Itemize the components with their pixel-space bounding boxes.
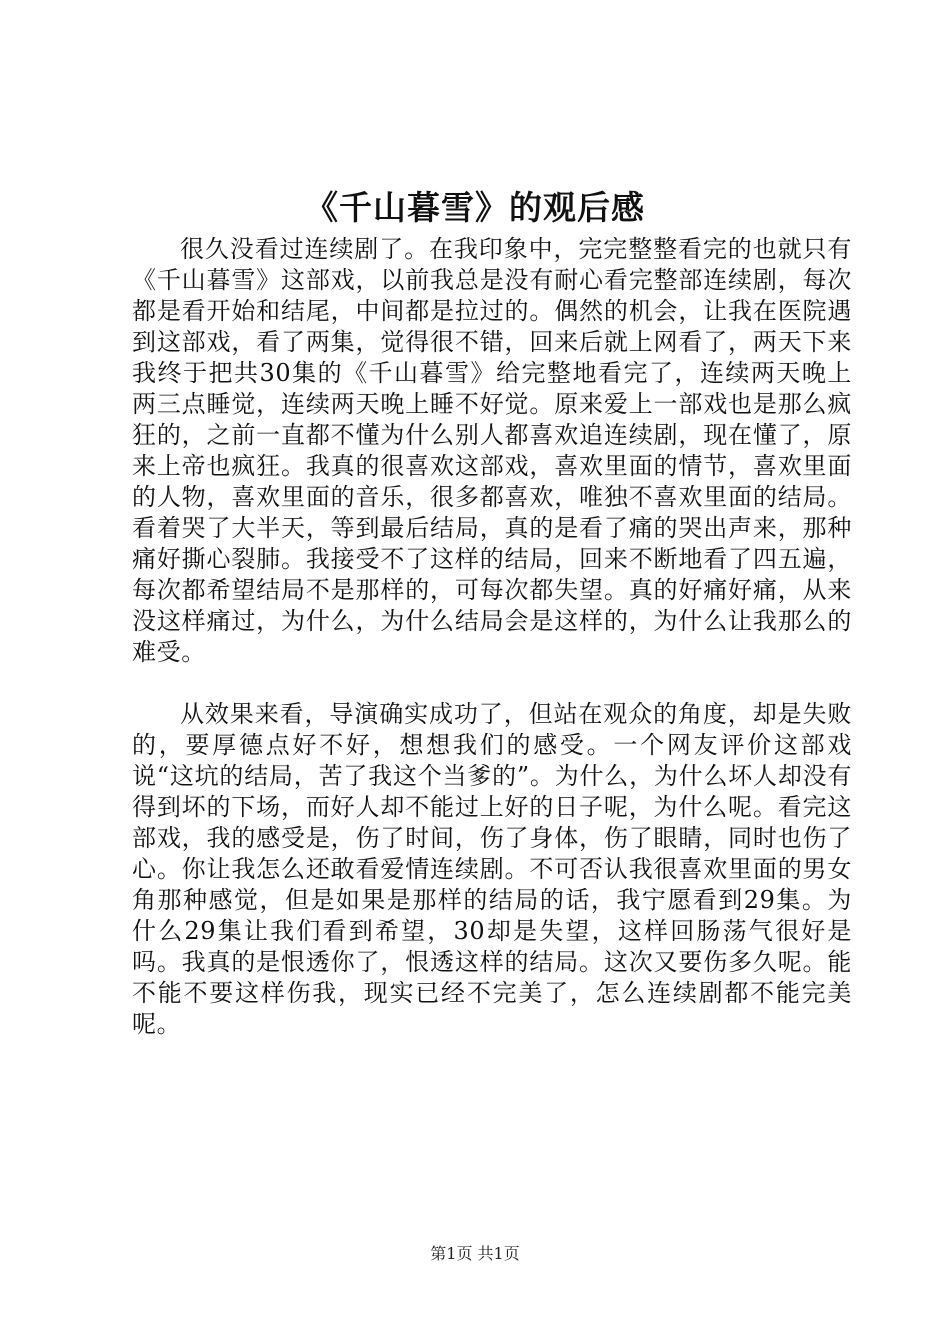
paragraph-1: 很久没看过连续剧了。在我印象中，完完整整看完的也就只有《千山暮雪》这部戏，以前我总是没有耐心看完整部连续剧，每次都是看开始和结尾，中间都是拉过的。偶然的机会，让我在医院遇到这部戏，看了两集，觉得很不错，回来后就上网看了，两天下来我终于把共30集的《千山暮雪》给完整地看完了，连续两天晚上两三点睡觉，连续两天晚上睡不好觉。原来爱上一部戏也是那么疯狂的，之前一直都不懂为什么别人都喜欢追连续剧，现在懂了，原来上帝也疯狂。我真的很喜欢这部戏，喜欢里面的情节，喜欢里面的人物，喜欢里面的音乐，很多都喜欢，唯独不喜欢里面的结局。看着哭了大半天，等到最后结局，真的是看了痛的哭出声来，那种痛好撕心裂肺。我接受不了这样的结局，回来不断地看了四五遍，每次都希望结局不是那样的，可每次都失望。真的好痛好痛，从来没这样痛过，为什么，为什么结局会是这样的，为什么让我那么的难受。 — [132, 235, 852, 666]
paragraph-2: 从效果来看，导演确实成功了，但站在观众的角度，却是失败的，要厚德点好不好，想想我们的感受。一个网友评价这部戏说“这坑的结局，苦了我这个当爹的”。为什么，为什么坏人却没有得到坏的下场，而好人却不能过上好的日子呢，为什么呢。看完这部戏，我的感受是，伤了时间，伤了身体，伤了眼睛，同时也伤了心。你让我怎么还敢看爱情连续剧。不可否认我很喜欢里面的男女角那种感觉，但是如果是那样的结局的话，我宁愿看到29集。为什么29集让我们看到希望，30却是失望，这样回肠荡气很好是吗。我真的是恨透你了，恨透这样的结局。这次又要伤多久呢。能不能不要这样伤我，现实已经不完美了，怎么连续剧都不能完美呢。 — [132, 700, 852, 1038]
page-footer: 第1页 共1页 — [430, 1244, 520, 1263]
document-body — [132, 234, 852, 1040]
document-title: 《千山暮雪》的观后感 — [305, 188, 645, 227]
